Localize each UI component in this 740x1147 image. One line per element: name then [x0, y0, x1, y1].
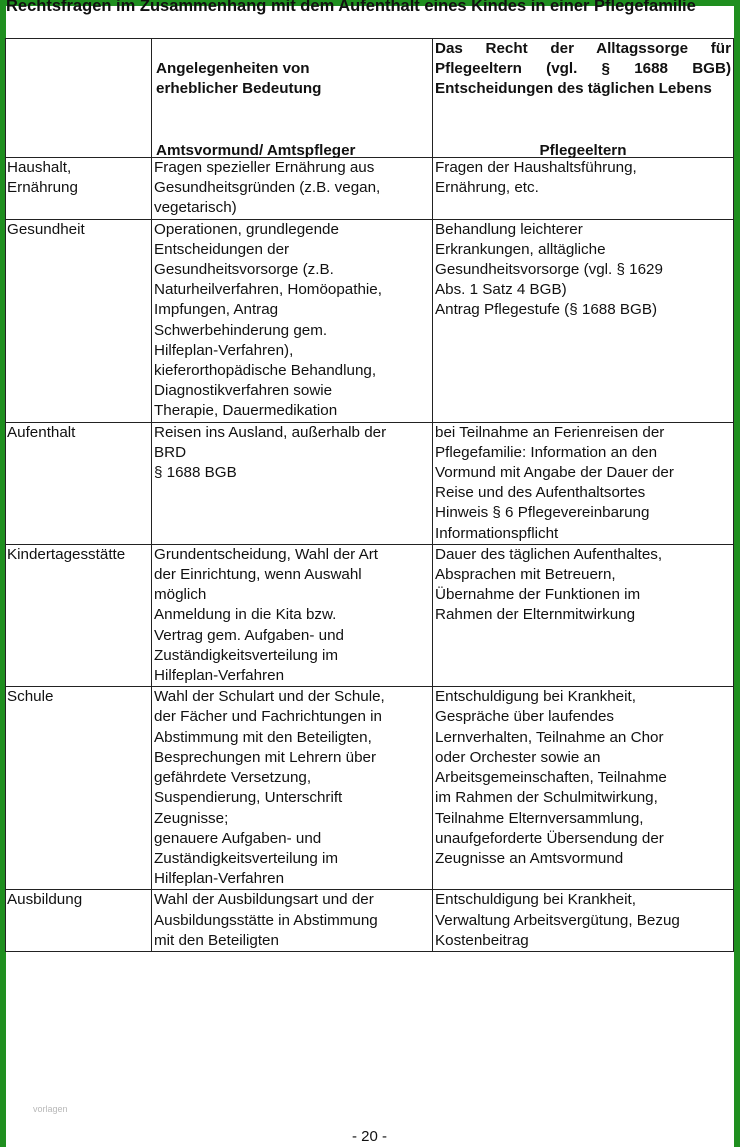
foster-cell-line: Übernahme der Funktionen im	[435, 586, 641, 604]
area-cell-line: Ausbildung	[7, 891, 83, 909]
guardian-cell-line: Fragen spezieller Ernährung aus	[154, 159, 375, 176]
table-row	[6, 219, 734, 422]
table-row	[6, 890, 734, 952]
foster-cell-line: Antrag Pflegestufe (§ 1688 BGB)	[435, 301, 658, 319]
foster-cell-line: Zeugnisse an Amtsvormund	[435, 849, 624, 867]
guardian-cell-line: Gesundheitsgründen (z.B. vegan,	[154, 179, 381, 197]
foster-cell-line: bei Teilnahme an Ferienreisen der	[435, 423, 665, 441]
guardian-cell-line: gefährdete Versetzung,	[154, 769, 312, 787]
guardian-cell-line: Ausbildungsstätte in Abstimmung	[154, 911, 378, 929]
guardian-cell-line: Gesundheitsvorsorge (z.B.	[154, 261, 334, 279]
table-row	[6, 687, 734, 890]
foster-cell-line: Vormund mit Angabe der Dauer der	[435, 464, 674, 482]
guardian-cell-line: Hilfeplan-Verfahren	[154, 667, 285, 685]
area-cell-line: Gesundheit	[7, 220, 85, 238]
guardian-cell-line: Zuständigkeitsverteilung im	[154, 646, 339, 664]
table-row	[6, 158, 734, 220]
foster-cell-line: Entschuldigung bei Krankheit,	[435, 688, 636, 706]
foster-cell-line: unaufgeforderte Übersendung der	[435, 829, 664, 847]
guardian-role: Amtsvormund/ Amtspfleger	[156, 142, 356, 159]
foster-cell-line: Rahmen der Elternmitwirkung	[435, 606, 636, 624]
foster-cell-line: Fragen der Haushaltsführung,	[435, 159, 637, 176]
table-body	[6, 158, 734, 952]
guardian-cell-line: Wahl der Ausbildungsart und der	[154, 891, 374, 909]
guardian-cell-line: Schwerbehinderung gem.	[154, 321, 328, 339]
responsibility-table	[5, 38, 734, 952]
guardian-cell	[152, 890, 433, 952]
guardian-cell-line: Reisen ins Ausland, außerhalb der	[154, 423, 387, 441]
area-cell	[6, 687, 152, 890]
foster-cell-line: Erkrankungen, alltägliche	[435, 240, 606, 258]
guardian-cell-line: § 1688 BGB	[154, 464, 237, 482]
guardian-cell-line: Hilfeplan-Verfahren),	[154, 341, 294, 359]
foster-cell-line: Teilnahme Elternversammlung,	[435, 809, 644, 827]
guardian-cell-line: Hilfeplan-Verfahren	[154, 870, 285, 888]
foster-cell-line: Gesundheitsvorsorge (vgl. § 1629	[435, 261, 663, 279]
guardian-cell	[152, 544, 433, 686]
guardian-cell-line: kieferorthopädische Behandlung,	[154, 362, 377, 380]
guardian-cell-line: Diagnostikverfahren sowie	[154, 382, 333, 400]
guardian-cell-line: mit den Beteiligten	[154, 931, 279, 949]
foster-cell-line: Verwaltung Arbeitsvergütung, Bezug	[435, 911, 680, 929]
foster-cell-line: Pflegefamilie: Information an den	[435, 443, 658, 461]
guardian-cell-line: möglich	[154, 586, 207, 604]
guardian-cell-line: Wahl der Schulart und der Schule,	[154, 688, 385, 706]
watermark: vorlagen	[33, 1104, 68, 1114]
foster-cell-line: Arbeitsgemeinschaften, Teilnahme	[435, 769, 667, 787]
foster-subtitle: Das Recht der Alltagssorge für Pflegeeltern (vgl. § 1688 BGB) Entscheidungen des täglichen Lebens	[435, 40, 731, 98]
guardian-cell-line: vegetarisch)	[154, 199, 237, 217]
area-cell	[6, 890, 152, 952]
guardian-cell-line: Entscheidungen der	[154, 240, 290, 258]
guardian-cell-line: BRD	[154, 443, 187, 461]
page-number: - 20 -	[352, 1128, 388, 1145]
foster-cell-line: Informationspflicht	[435, 524, 559, 542]
foster-cell	[433, 890, 734, 952]
guardian-cell	[152, 158, 433, 220]
foster-cell-line: oder Orchester sowie an	[435, 748, 601, 766]
page-title: Rechtsfragen im Zusammenhang mit dem Aufenthalt eines Kindes in einer Pflegefamilie	[6, 0, 696, 15]
area-cell	[6, 422, 152, 544]
foster-cell	[433, 219, 734, 422]
guardian-subtitle-line: Angelegenheiten von	[156, 60, 310, 77]
guardian-cell-line: Abstimmung mit den Beteiligten,	[154, 728, 372, 746]
table-row	[6, 422, 734, 544]
foster-cell-line: Hinweis § 6 Pflegevereinbarung	[435, 504, 650, 522]
guardian-cell	[152, 219, 433, 422]
foster-cell-line: Dauer des täglichen Aufenthaltes,	[435, 545, 663, 563]
foster-cell-line: Ernährung, etc.	[435, 179, 539, 197]
area-cell-line: Kindertagesstätte	[7, 545, 126, 563]
guardian-cell-line: Naturheilverfahren, Homöopathie,	[154, 281, 382, 299]
area-cell-line: Schule	[7, 688, 54, 706]
area-cell	[6, 219, 152, 422]
table-row	[6, 544, 734, 686]
foster-cell-line: Abs. 1 Satz 4 BGB)	[435, 281, 567, 299]
guardian-cell-line: Operationen, grundlegende	[154, 220, 339, 238]
foster-cell-line: Absprachen mit Betreuern,	[435, 566, 616, 584]
header-guardian-cell	[152, 39, 433, 158]
foster-cell	[433, 158, 734, 220]
area-cell-line: Aufenthalt	[7, 423, 76, 441]
foster-cell	[433, 687, 734, 890]
guardian-cell-line: Anmeldung in die Kita bzw.	[154, 606, 337, 624]
foster-cell-line: Behandlung leichterer	[435, 220, 583, 238]
guardian-cell-line: Besprechungen mit Lehrern über	[154, 748, 377, 766]
guardian-cell	[152, 687, 433, 890]
foster-cell-line: Entschuldigung bei Krankheit,	[435, 891, 636, 909]
foster-cell-line: im Rahmen der Schulmitwirkung,	[435, 789, 658, 807]
guardian-cell-line: Zuständigkeitsverteilung im	[154, 849, 339, 867]
header-foster-cell	[433, 39, 734, 158]
guardian-cell	[152, 422, 433, 544]
foster-cell-line: Reise und des Aufenthaltsortes	[435, 484, 646, 502]
guardian-subtitle-line: erheblicher Bedeutung	[156, 80, 322, 98]
guardian-cell-line: Impfungen, Antrag	[154, 301, 279, 319]
area-cell-line: Ernährung	[7, 179, 78, 197]
guardian-cell-line: genauere Aufgaben- und	[154, 829, 322, 847]
foster-cell-line: Lernverhalten, Teilnahme an Chor	[435, 728, 664, 746]
area-cell	[6, 544, 152, 686]
guardian-cell-line: Zeugnisse;	[154, 809, 229, 827]
guardian-cell-line: Therapie, Dauermedikation	[154, 402, 338, 420]
foster-role: Pflegeeltern	[539, 142, 627, 159]
area-cell-line: Haushalt,	[7, 159, 72, 176]
guardian-cell-line: Grundentscheidung, Wahl der Art	[154, 545, 378, 563]
foster-cell	[433, 422, 734, 544]
guardian-subtitle	[156, 59, 426, 99]
foster-cell-line: Kostenbeitrag	[435, 931, 529, 949]
foster-cell	[433, 544, 734, 686]
guardian-cell-line: Vertrag gem. Aufgaben- und	[154, 626, 344, 644]
guardian-cell-line: der Fächer und Fachrichtungen in	[154, 708, 382, 726]
guardian-cell-line: der Einrichtung, wenn Auswahl	[154, 566, 362, 584]
guardian-cell-line: Suspendierung, Unterschrift	[154, 789, 343, 807]
header-area-cell	[6, 39, 152, 158]
table-header-row	[6, 39, 734, 158]
foster-cell-line: Gespräche über laufendes	[435, 708, 614, 726]
area-cell	[6, 158, 152, 220]
